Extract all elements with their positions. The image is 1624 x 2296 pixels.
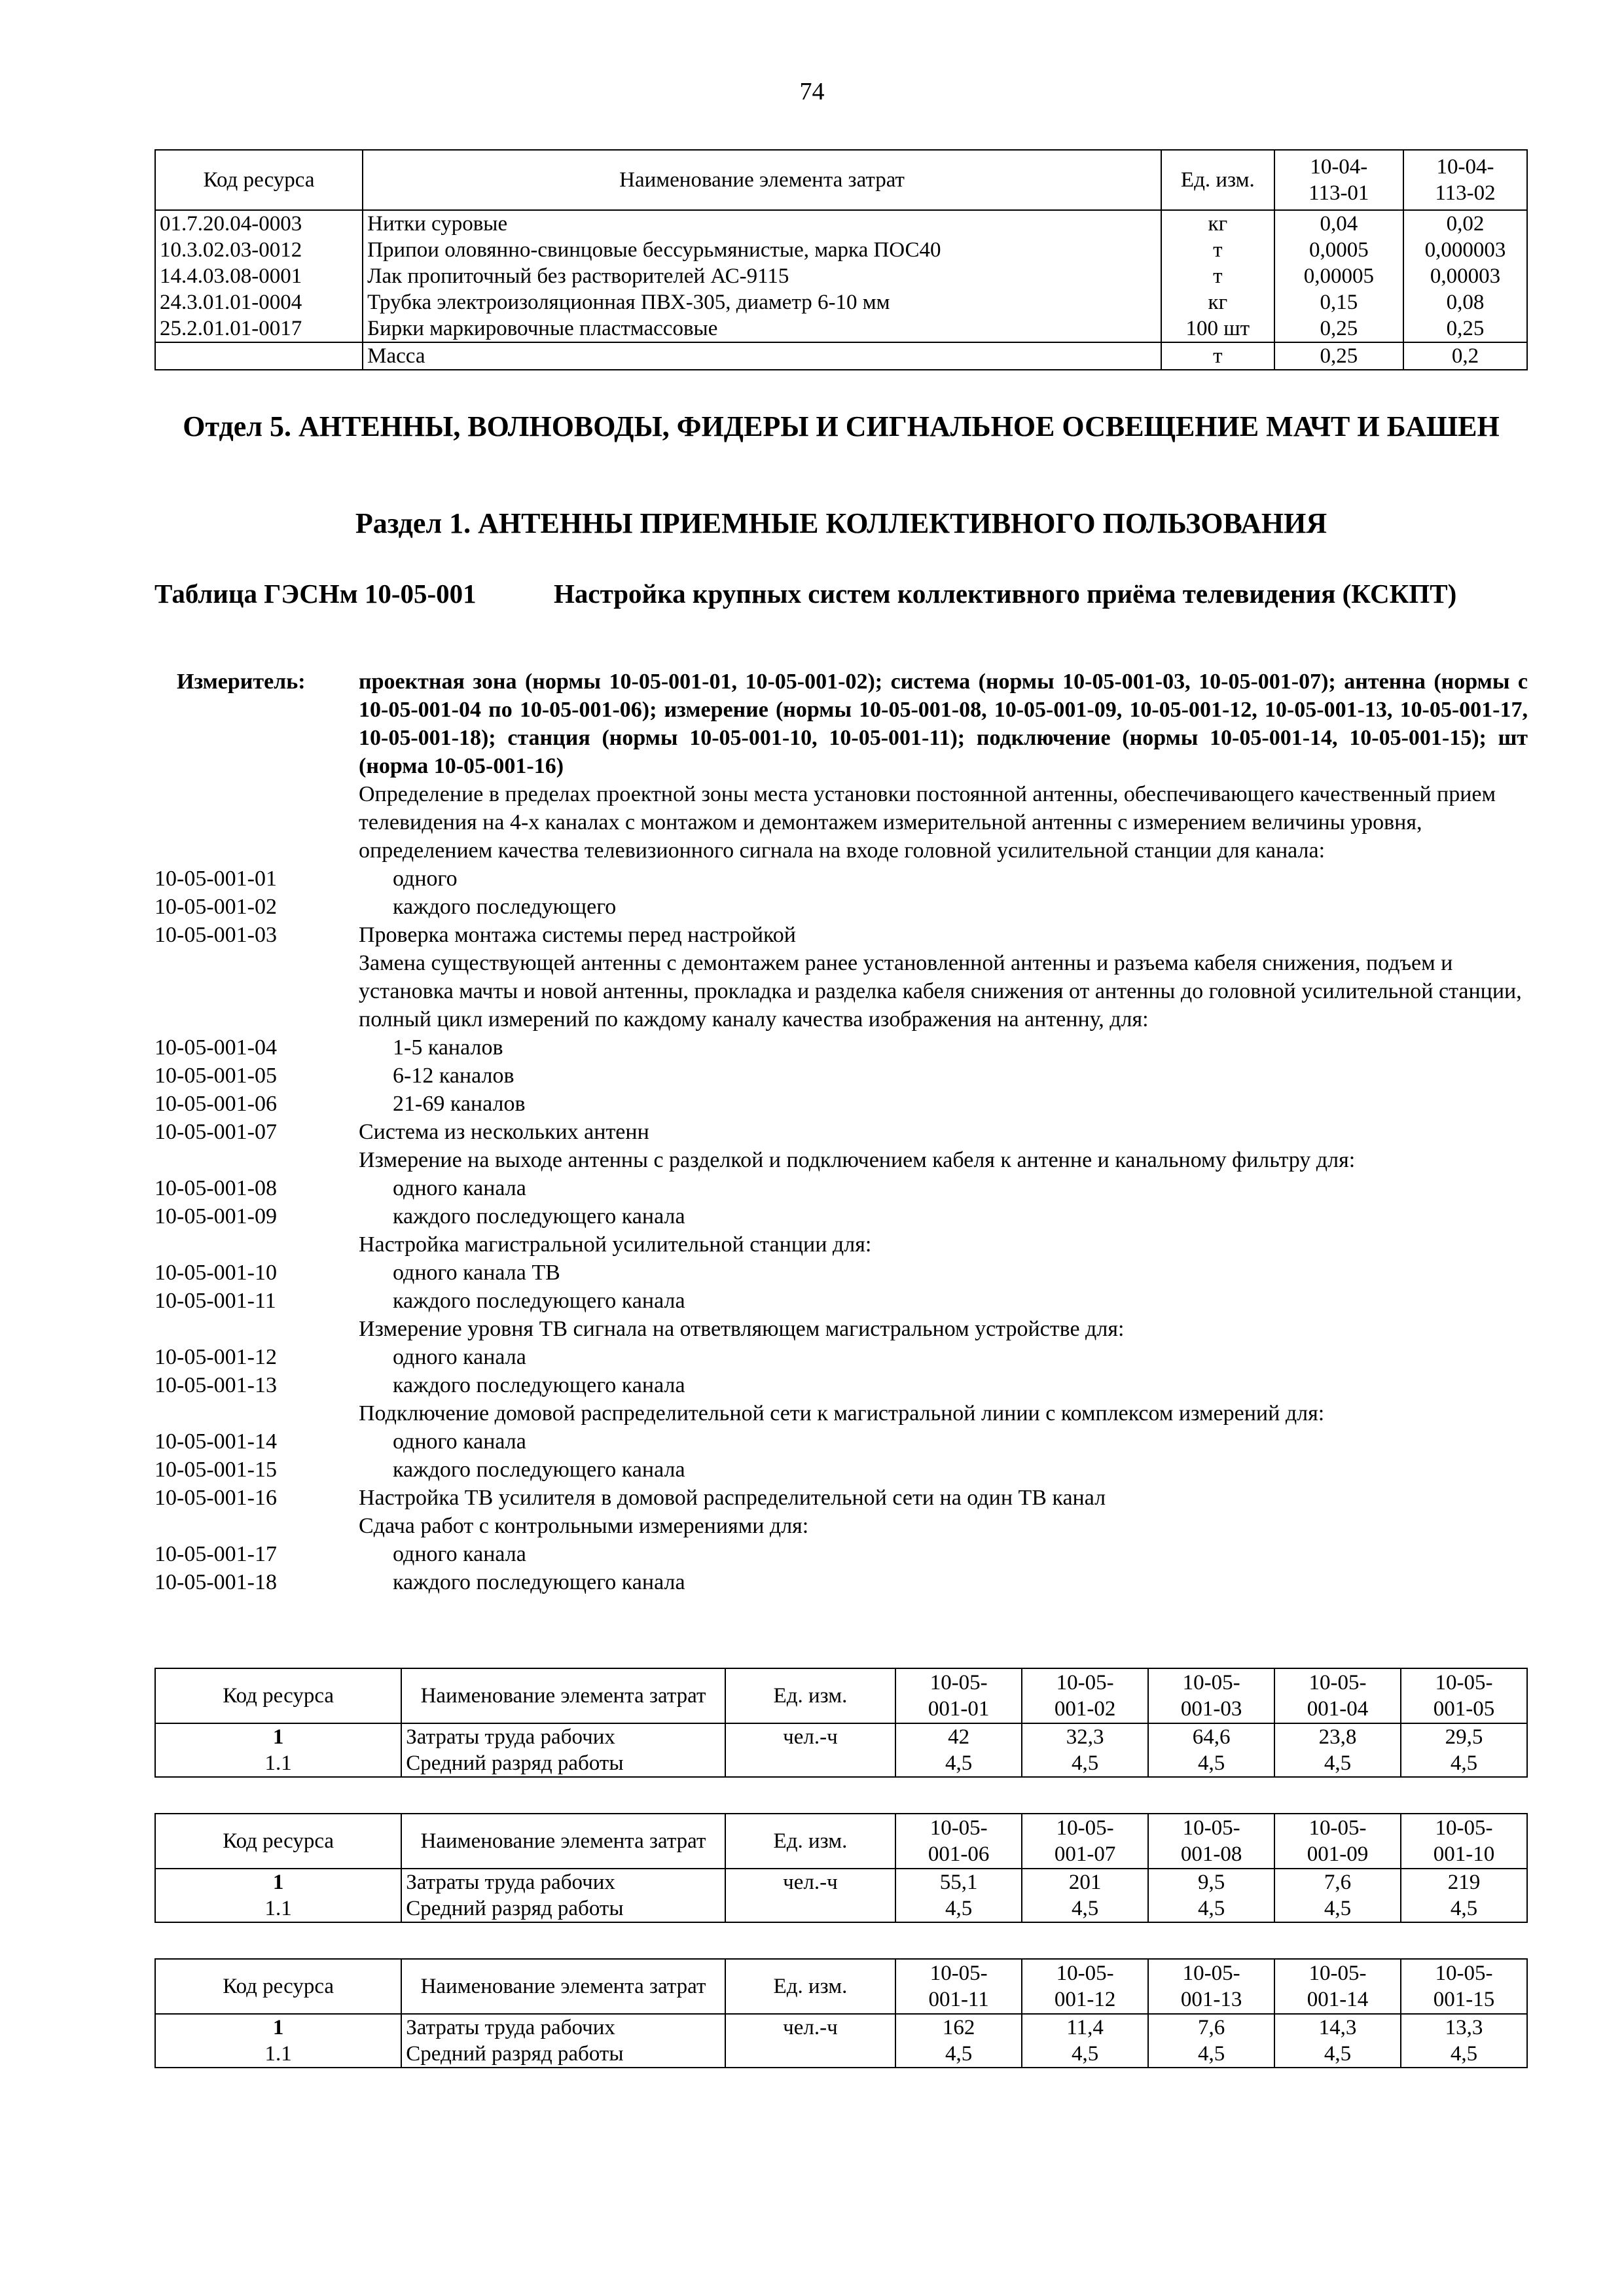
header-norm-part: 10-05- <box>1308 1671 1367 1695</box>
table-row <box>155 1750 1527 1777</box>
table-row <box>155 1895 1527 1922</box>
row-value: 9,5 <box>1148 1869 1274 1895</box>
norm-item <box>154 1399 1528 1427</box>
row-value: 219 <box>1401 1869 1527 1895</box>
row-value: 4,5 <box>1401 2041 1527 2068</box>
row-value: 42 <box>895 1723 1022 1750</box>
row-value: 4,5 <box>1274 2041 1401 2068</box>
norm-code: 10-05-001-17 <box>154 1542 277 1566</box>
header-norm-part: 10-05- <box>1308 1816 1367 1840</box>
norm-item <box>154 780 1528 865</box>
table-row: 01.7.20.04-0003 Нитки суровые кг 0,04 0,02 <box>155 210 1527 237</box>
norm-item <box>154 921 1528 949</box>
row-value: 4,5 <box>1401 1750 1527 1777</box>
row-value: 7,6 <box>1274 1869 1401 1895</box>
row-value: 162 <box>895 2014 1022 2041</box>
norm-code: 10-05-001-06 <box>154 1092 277 1116</box>
header-norm-part: 10-05- <box>1056 1816 1114 1840</box>
row-value: 13,3 <box>1401 2014 1527 2041</box>
table-caption-title: Настройка крупных систем коллективного приёма телевидения (КСКПТ) <box>554 579 1457 609</box>
norm-code: 10-05-001-04 <box>154 1035 277 1060</box>
row-unit <box>725 1750 895 1777</box>
row-value: 64,6 <box>1148 1723 1274 1750</box>
header-norm-part: 001-03 <box>1180 1697 1242 1721</box>
norm-code: 10-05-001-03 <box>154 923 277 947</box>
meter-text: проектная зона (нормы 10-05-001-01, 10-05-001-02); система (нормы 10-05-001-03, 10-05-001-07); антенна (нормы с 10-05-001-04 по 10-05-001-06); измерение (нормы 10-05-001-08, 10-05-001-09, 10-05-001-12, 10-05-001-13, 10-05-001-17, 10-05-001-18); станция (нормы 10-05-001-10, 10-05-001-11); подключение (нормы 10-05-001-14, 10-05-001-15); шт (норма 10-05-001-16) <box>359 670 1528 778</box>
header-norm-part: 10-05- <box>929 1816 988 1840</box>
header-norm-part: 001-05 <box>1433 1697 1495 1721</box>
norm-item <box>154 1371 1528 1399</box>
norm-item <box>154 1512 1528 1540</box>
row-value: 29,5 <box>1401 1723 1527 1750</box>
header-norm-part: 10-05- <box>929 1671 988 1695</box>
row-code: 1.1 <box>155 1750 401 1777</box>
section-title-department: Отдел 5. АНТЕННЫ, ВОЛНОВОДЫ, ФИДЕРЫ И СИГНАЛЬНОЕ ОСВЕЩЕНИЕ МАЧТ И БАШЕН <box>183 410 1500 442</box>
row-value: 4,5 <box>1022 1750 1148 1777</box>
norm-item <box>154 1259 1528 1287</box>
row-value: 4,5 <box>1274 1750 1401 1777</box>
norm-code: 10-05-001-09 <box>154 1204 277 1229</box>
norm-item <box>154 865 1528 893</box>
norm-code: 10-05-001-15 <box>154 1458 277 1482</box>
header-norm-column <box>1401 1814 1527 1869</box>
header-unit: Ед. изм. <box>725 1814 895 1869</box>
row-value: 14,3 <box>1274 2014 1401 2041</box>
norm-text: каждого последующего канала <box>393 1570 685 1594</box>
row-unit: чел.-ч <box>725 1723 895 1750</box>
resources-table-3 <box>154 1958 1528 2068</box>
header-norm-column <box>1022 1814 1148 1869</box>
header-norm-part: 10-05- <box>1182 1816 1240 1840</box>
row-name: Средний разряд работы <box>401 1750 725 1777</box>
norm-code: 10-05-001-05 <box>154 1064 277 1088</box>
norm-code: 10-05-001-13 <box>154 1373 277 1397</box>
header-norm-column <box>1148 1668 1274 1723</box>
header-norm-part: 10-05- <box>1435 1816 1493 1840</box>
table-row <box>155 1869 1527 1895</box>
table-row: 24.3.01.01-0004 Трубка электроизоляционная ПВХ-305, диаметр 6-10 мм кг 0,15 0,08 <box>155 289 1527 315</box>
norm-text: одного канала ТВ <box>393 1261 560 1285</box>
header-norm-part: 001-10 <box>1433 1842 1495 1866</box>
norm-text: одного <box>393 867 458 891</box>
header-norm-part: 001-06 <box>928 1842 990 1866</box>
header-norm-part: 001-12 <box>1054 1988 1116 2011</box>
header-norm-part: 10-05- <box>1182 1671 1240 1695</box>
header-norm-column <box>1148 1814 1274 1869</box>
norm-text: одного канала <box>393 1429 526 1454</box>
norm-text: Система из нескольких антенн <box>359 1120 649 1144</box>
resources-table-2 <box>154 1813 1528 1923</box>
norm-code: 10-05-001-10 <box>154 1261 277 1285</box>
materials-table <box>154 149 1528 370</box>
row-unit <box>725 1895 895 1922</box>
header-norm-column <box>895 1959 1022 2014</box>
norm-text: Проверка монтажа системы перед настройкой <box>359 923 796 947</box>
row-value: 201 <box>1022 1869 1148 1895</box>
header-norm-column <box>1274 1668 1401 1723</box>
header-unit: Ед. изм. <box>1161 150 1274 210</box>
norm-item <box>154 1146 1528 1174</box>
table-row: 14.4.03.08-0001 Лак пропиточный без растворителей АС-9115 т 0,00005 0,00003 <box>155 263 1527 289</box>
header-norm-part: 10-05- <box>1308 1962 1367 1985</box>
header-norm-column <box>1148 1959 1274 2014</box>
row-value: 4,5 <box>895 1750 1022 1777</box>
header-name: Наименование элемента затрат <box>401 1959 725 2014</box>
norm-text: 1-5 каналов <box>393 1035 503 1060</box>
table-row: 25.2.01.01-0017 Бирки маркировочные пластмассовые 100 шт 0,25 0,25 <box>155 315 1527 342</box>
row-value: 32,3 <box>1022 1723 1148 1750</box>
header-col-2: 10-04- 113-02 <box>1403 150 1527 210</box>
norm-text: Настройка магистральной усилительной станции для: <box>359 1232 872 1257</box>
row-value: 4,5 <box>1022 1895 1148 1922</box>
norm-text: Замена существующей антенны с демонтажем ранее установленной антенны и разъема кабеля снижения, подъем и установка мачты и новой антенны, прокладка и разделка кабеля снижения от антенны до головной усилительной станции, полный цикл измерений по каждому каналу качества изображения на антенну, для: <box>359 951 1522 1031</box>
norm-text: Подключение домовой распределительной сети к магистральной линии с комплексом измерений для: <box>359 1401 1325 1426</box>
row-name: Средний разряд работы <box>401 2041 725 2068</box>
row-code: 1 <box>155 2014 401 2041</box>
header-norm-part: 001-01 <box>928 1697 990 1721</box>
norm-text: каждого последующего канала <box>393 1458 685 1482</box>
header-name: Наименование элемента затрат <box>401 1668 725 1723</box>
header-code: Код ресурса <box>155 1668 401 1723</box>
norm-code: 10-05-001-01 <box>154 867 277 891</box>
row-name: Затраты труда рабочих <box>401 1723 725 1750</box>
norm-item <box>154 1118 1528 1146</box>
header-code: Код ресурса <box>155 1959 401 2014</box>
header-norm-part: 10-05- <box>1056 1962 1114 1985</box>
table-row <box>155 2014 1527 2041</box>
row-value: 55,1 <box>895 1869 1022 1895</box>
row-code: 1.1 <box>155 2041 401 2068</box>
norm-item <box>154 1062 1528 1090</box>
table-row: 10.3.02.03-0012 Припои оловянно-свинцовые бессурьмянистые, марка ПОС40 т 0,0005 0,000003 <box>155 237 1527 263</box>
norm-item <box>154 1230 1528 1259</box>
header-norm-column <box>1401 1668 1527 1723</box>
norm-text: одного канала <box>393 1542 526 1566</box>
norm-item <box>154 1540 1528 1568</box>
norm-text: одного канала <box>393 1345 526 1369</box>
page-number: 74 <box>799 78 825 105</box>
header-norm-part: 10-05- <box>1435 1671 1493 1695</box>
header-unit: Ед. изм. <box>725 1668 895 1723</box>
row-name: Затраты труда рабочих <box>401 1869 725 1895</box>
header-norm-part: 001-08 <box>1180 1842 1242 1866</box>
table-caption-code: Таблица ГЭСНм 10-05-001 <box>154 579 477 609</box>
header-name: Наименование элемента затрат <box>363 150 1161 210</box>
row-value: 4,5 <box>1148 1750 1274 1777</box>
row-value: 4,5 <box>1274 1895 1401 1922</box>
norm-code: 10-05-001-18 <box>154 1570 277 1594</box>
norm-text: Сдача работ с контрольными измерениями для: <box>359 1514 809 1538</box>
header-col-1: 10-04- 113-01 <box>1274 150 1403 210</box>
norm-text: Измерение уровня ТВ сигнала на ответвляющем магистральном устройстве для: <box>359 1317 1125 1341</box>
row-value: 4,5 <box>1148 1895 1274 1922</box>
header-unit: Ед. изм. <box>725 1959 895 2014</box>
header-norm-column <box>1274 1814 1401 1869</box>
norm-text: одного канала <box>393 1176 526 1200</box>
norm-code: 10-05-001-14 <box>154 1429 277 1454</box>
norm-item <box>154 1484 1528 1512</box>
table-row <box>155 2041 1527 2068</box>
row-unit <box>725 2041 895 2068</box>
header-norm-part: 001-09 <box>1307 1842 1369 1866</box>
row-value: 4,5 <box>1022 2041 1148 2068</box>
norm-item <box>154 1343 1528 1371</box>
row-value: 4,5 <box>1148 2041 1274 2068</box>
header-norm-part: 001-04 <box>1307 1697 1369 1721</box>
header-code: Код ресурса <box>155 1814 401 1869</box>
norm-text: Настройка ТВ усилителя в домовой распределительной сети на один ТВ канал <box>359 1486 1106 1510</box>
norm-code: 10-05-001-16 <box>154 1486 277 1510</box>
header-norm-column <box>895 1668 1022 1723</box>
row-value: 4,5 <box>1401 1895 1527 1922</box>
row-value: 11,4 <box>1022 2014 1148 2041</box>
header-norm-part: 001-14 <box>1307 1988 1369 2011</box>
header-norm-column <box>1274 1959 1401 2014</box>
header-norm-part: 10-05- <box>1182 1962 1240 1985</box>
norm-item <box>154 1202 1528 1230</box>
row-value: 7,6 <box>1148 2014 1274 2041</box>
norm-item <box>154 1174 1528 1202</box>
header-norm-part: 001-15 <box>1433 1988 1495 2011</box>
row-name: Средний разряд работы <box>401 1895 725 1922</box>
header-norm-column <box>1401 1959 1527 2014</box>
row-code: 1 <box>155 1869 401 1895</box>
norm-item <box>154 1568 1528 1596</box>
table-row-mass: Масса т 0,25 0,2 <box>155 342 1527 370</box>
row-code: 1.1 <box>155 1895 401 1922</box>
norm-text: каждого последующего канала <box>393 1204 685 1229</box>
norm-item <box>154 893 1528 921</box>
norm-text: 21-69 каналов <box>393 1092 526 1116</box>
norm-item <box>154 1090 1528 1118</box>
row-unit: чел.-ч <box>725 1869 895 1895</box>
norm-item <box>154 949 1528 1033</box>
header-norm-part: 001-11 <box>928 1988 989 2011</box>
row-code: 1 <box>155 1723 401 1750</box>
norm-item <box>154 1315 1528 1343</box>
header-name: Наименование элемента затрат <box>401 1814 725 1869</box>
section-title-subsection: Раздел 1. АНТЕННЫ ПРИЕМНЫЕ КОЛЛЕКТИВНОГО ПОЛЬЗОВАНИЯ <box>355 507 1327 539</box>
norm-item <box>154 1427 1528 1456</box>
norm-item <box>154 1287 1528 1315</box>
norm-text: каждого последующего канала <box>393 1289 685 1313</box>
row-name: Затраты труда рабочих <box>401 2014 725 2041</box>
header-norm-part: 001-02 <box>1054 1697 1116 1721</box>
resources-table-1 <box>154 1668 1528 1778</box>
row-unit: чел.-ч <box>725 2014 895 2041</box>
norm-text: 6-12 каналов <box>393 1064 514 1088</box>
norm-code: 10-05-001-07 <box>154 1120 277 1144</box>
norm-text: Измерение на выходе антенны с разделкой и подключением кабеля к антенне и канальному фильтру для: <box>359 1148 1356 1172</box>
row-value: 23,8 <box>1274 1723 1401 1750</box>
norm-code: 10-05-001-02 <box>154 895 277 919</box>
norm-item <box>154 1456 1528 1484</box>
header-norm-column <box>1022 1959 1148 2014</box>
header-norm-part: 001-07 <box>1054 1842 1116 1866</box>
header-norm-part: 10-05- <box>1056 1671 1114 1695</box>
norm-code: 10-05-001-12 <box>154 1345 277 1369</box>
meter-label: Измеритель: <box>177 670 306 694</box>
norm-text: каждого последующего канала <box>393 1373 685 1397</box>
norm-item <box>154 1033 1528 1062</box>
norm-code: 10-05-001-08 <box>154 1176 277 1200</box>
norms-list <box>154 780 1528 1596</box>
header-norm-part: 10-05- <box>1435 1962 1493 1985</box>
header-code: Код ресурса <box>155 150 363 210</box>
header-norm-part: 001-13 <box>1180 1988 1242 2011</box>
row-value: 4,5 <box>895 1895 1022 1922</box>
norm-text: Определение в пределах проектной зоны места установки постоянной антенны, обеспечивающего качественный прием телевидения на 4-х каналах с монтажом и демонтажем измерительной антенны с измерением величины уровня, определением качества телевизионного сигнала на входе головной усилительной станции для канала: <box>359 782 1496 863</box>
norm-code: 10-05-001-11 <box>154 1289 276 1313</box>
table-row <box>155 1723 1527 1750</box>
header-norm-part: 10-05- <box>929 1962 988 1985</box>
header-norm-column <box>1022 1668 1148 1723</box>
header-norm-column <box>895 1814 1022 1869</box>
row-value: 4,5 <box>895 2041 1022 2068</box>
norm-text: каждого последующего <box>393 895 617 919</box>
